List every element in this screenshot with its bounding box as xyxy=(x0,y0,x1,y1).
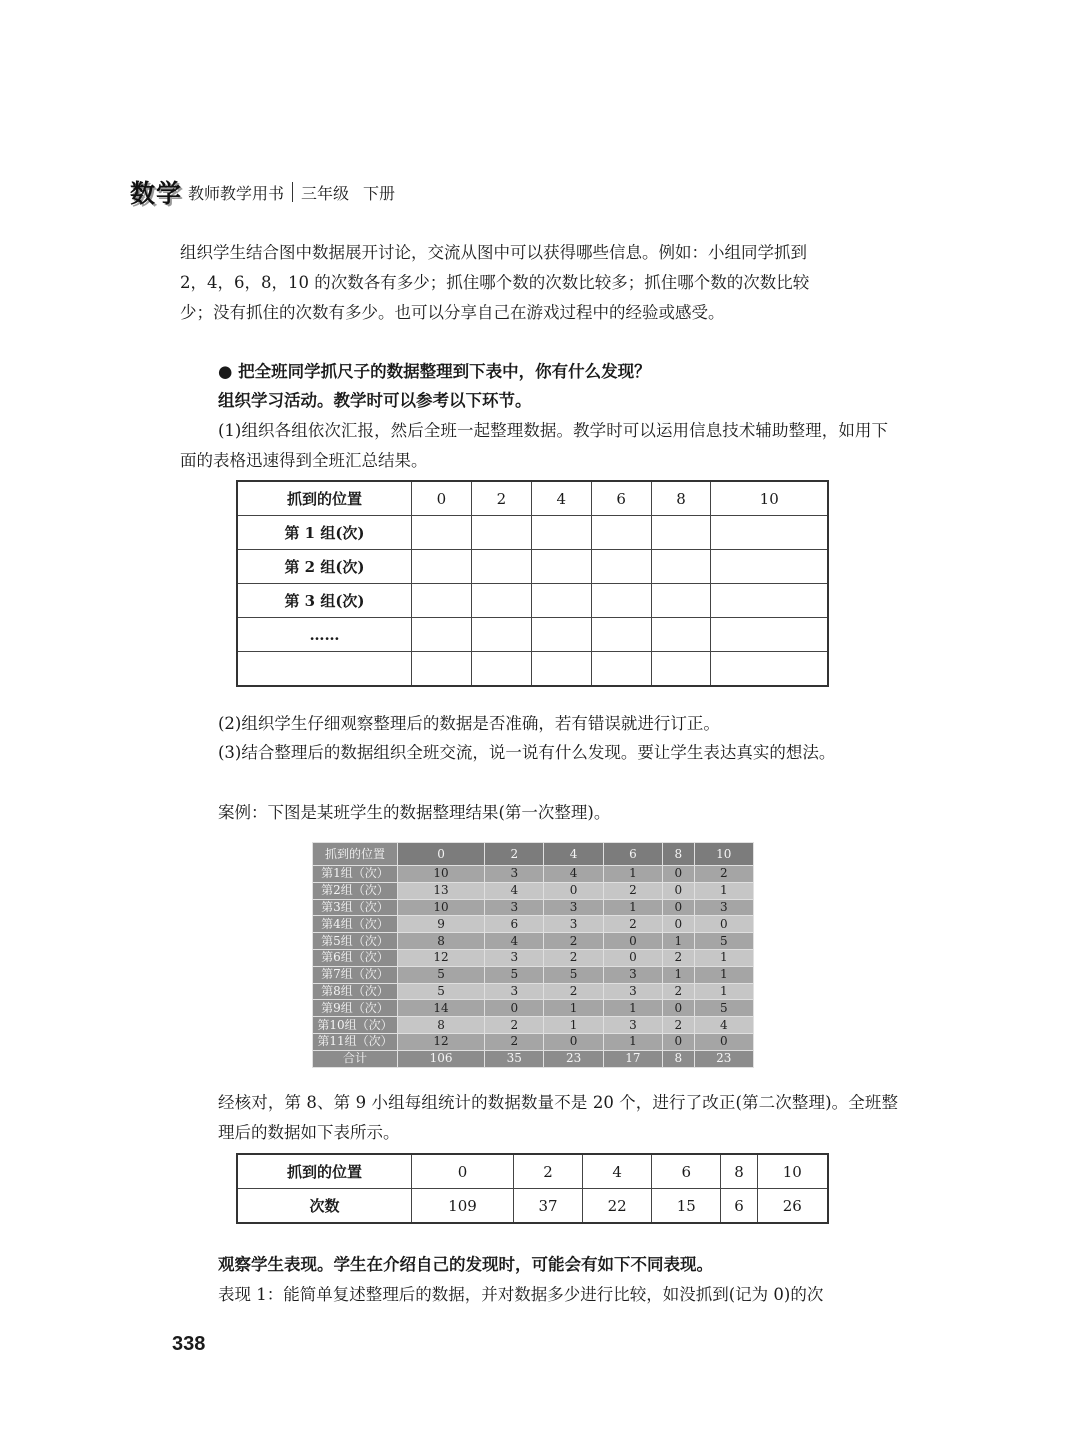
row-label: 第11组（次） xyxy=(313,1033,398,1050)
total-cell: 35 xyxy=(485,1050,544,1067)
table-cell: 1 xyxy=(603,1000,662,1017)
table-cell: 8 xyxy=(398,933,485,950)
column-header: 4 xyxy=(544,843,603,866)
table-cell: 5 xyxy=(485,966,544,983)
table-cell: 2 xyxy=(663,983,694,1000)
table-cell: 0 xyxy=(663,1000,694,1017)
table-cell: 1 xyxy=(694,983,753,1000)
table-cell: 0 xyxy=(544,1033,603,1050)
observe-heading: 观察学生表现。学生在介绍自己的发现时，可能会有如下不同表现。 xyxy=(218,1255,713,1274)
total-cell: 106 xyxy=(398,1050,485,1067)
row-label: 第4组（次） xyxy=(313,916,398,933)
table-cell: 1 xyxy=(603,866,662,883)
table-cell: 5 xyxy=(398,966,485,983)
total-cell: 23 xyxy=(694,1050,753,1067)
table-row xyxy=(313,882,754,899)
book-brand: 数学 xyxy=(130,179,183,208)
table-cell: 37 xyxy=(513,1189,582,1224)
table-cell: 22 xyxy=(583,1189,652,1224)
table-cell: 0 xyxy=(544,882,603,899)
row-label: 第1组（次） xyxy=(313,866,398,883)
table-header-row xyxy=(313,843,754,866)
table-header-row xyxy=(237,1154,828,1189)
table-cell: 1 xyxy=(603,1033,662,1050)
column-header: 8 xyxy=(663,843,694,866)
table-cell: 5 xyxy=(544,966,603,983)
table-row xyxy=(313,1000,754,1017)
table-cell: 2 xyxy=(603,916,662,933)
column-header: 0 xyxy=(412,481,472,516)
table-cell: 2 xyxy=(663,1017,694,1034)
table-cell: 2 xyxy=(544,949,603,966)
book-subtitle: 教师教学用书 xyxy=(188,183,285,203)
page-number: 338 xyxy=(172,1333,206,1355)
table-cell: 3 xyxy=(603,1017,662,1034)
table-row xyxy=(313,983,754,1000)
row-label: 第6组（次） xyxy=(313,949,398,966)
row-label: 第2组（次） xyxy=(313,882,398,899)
row-label: 第 3 组(次) xyxy=(237,584,412,618)
table-cell: 1 xyxy=(694,966,753,983)
column-header: 6 xyxy=(603,843,662,866)
table-cell: 15 xyxy=(652,1189,721,1224)
table-cell: 3 xyxy=(485,899,544,916)
table-row xyxy=(237,618,828,652)
column-header: 2 xyxy=(471,481,531,516)
row-label: 第8组（次） xyxy=(313,983,398,1000)
correction-note: 经核对，第 8、第 9 小组每组统计的数据数量不是 20 个，进行了改正(第二次整理)。全班整理后的数据如下表所示。 xyxy=(218,1093,898,1142)
table-row xyxy=(237,584,828,618)
table-cell: 3 xyxy=(694,899,753,916)
row-label xyxy=(237,652,412,687)
row-label: 第10组（次） xyxy=(313,1017,398,1034)
table-cell: 12 xyxy=(398,949,485,966)
table-cell: 0 xyxy=(663,866,694,883)
table-cell: 8 xyxy=(398,1017,485,1034)
column-header: 0 xyxy=(398,843,485,866)
column-header: 2 xyxy=(513,1154,582,1189)
column-header: 6 xyxy=(591,481,651,516)
column-header: 2 xyxy=(485,843,544,866)
table-row xyxy=(313,1017,754,1034)
table-cell: 3 xyxy=(603,966,662,983)
table-cell: 9 xyxy=(398,916,485,933)
row-label: …… xyxy=(237,618,412,652)
table-cell: 3 xyxy=(603,983,662,1000)
column-header: 4 xyxy=(583,1154,652,1189)
paragraph-discussion-line3: 少；没有抓住的次数有多少。也可以分享自己在游戏过程中的经验或感受。 xyxy=(180,303,725,322)
table-cell: 6 xyxy=(721,1189,757,1224)
row-label: 第7组（次） xyxy=(313,966,398,983)
table-total-row xyxy=(313,1050,754,1067)
table-row xyxy=(313,933,754,950)
class-data-table-first xyxy=(312,842,754,1068)
case-intro: 案例：下图是某班学生的数据整理结果(第一次整理)。 xyxy=(218,803,611,822)
row-label: 第5组（次） xyxy=(313,933,398,950)
table-row xyxy=(313,966,754,983)
table-row xyxy=(313,949,754,966)
table-cell: 0 xyxy=(663,916,694,933)
table-header-row xyxy=(237,481,828,516)
table-cell: 5 xyxy=(694,1000,753,1017)
table-cell: 3 xyxy=(485,866,544,883)
table-cell: 1 xyxy=(694,882,753,899)
total-cell: 8 xyxy=(663,1050,694,1067)
table-cell: 0 xyxy=(603,949,662,966)
table-cell: 1 xyxy=(663,933,694,950)
table-cell: 0 xyxy=(663,1033,694,1050)
table-cell: 2 xyxy=(485,1033,544,1050)
table-cell: 26 xyxy=(757,1189,828,1224)
column-header: 10 xyxy=(711,481,828,516)
column-header: 10 xyxy=(694,843,753,866)
table-cell: 2 xyxy=(485,1017,544,1034)
column-header: 6 xyxy=(652,1154,721,1189)
class-summary-table xyxy=(236,1153,829,1224)
table-cell: 1 xyxy=(694,949,753,966)
total-cell: 23 xyxy=(544,1050,603,1067)
paragraph-discussion-line2: 2，4，6，8，10 的次数各有多少；抓住哪个数的次数比较多；抓住哪个数的次数比较 xyxy=(180,273,810,292)
table-header-label: 抓到的位置 xyxy=(237,1154,412,1189)
performance-1: 表现 1：能简单复述整理后的数据，并对数据多少进行比较，如没抓到(记为 0)的次 xyxy=(218,1285,824,1304)
table-row xyxy=(313,1033,754,1050)
column-header: 0 xyxy=(412,1154,514,1189)
column-header: 8 xyxy=(651,481,711,516)
row-label: 次数 xyxy=(237,1189,412,1224)
table-cell: 4 xyxy=(544,866,603,883)
column-header: 10 xyxy=(757,1154,828,1189)
table-cell: 0 xyxy=(663,882,694,899)
activity-heading: 组织学习活动。教学时可以参考以下环节。 xyxy=(218,391,532,410)
step-1: (1)组织各组依次汇报，然后全班一起整理数据。教学时可以运用信息技术辅助整理，如用下面的表格迅速得到全班汇总结果。 xyxy=(180,421,888,470)
table-row xyxy=(237,550,828,584)
table-cell: 14 xyxy=(398,1000,485,1017)
table-header-label: 抓到的位置 xyxy=(237,481,412,516)
table-cell: 6 xyxy=(485,916,544,933)
table-cell: 1 xyxy=(663,966,694,983)
table-row xyxy=(237,516,828,550)
table-cell: 2 xyxy=(663,949,694,966)
table-cell: 2 xyxy=(544,983,603,1000)
table-cell: 5 xyxy=(398,983,485,1000)
total-label: 合计 xyxy=(313,1050,398,1067)
table-cell: 0 xyxy=(603,933,662,950)
total-cell: 17 xyxy=(603,1050,662,1067)
table-cell: 0 xyxy=(694,916,753,933)
column-header: 8 xyxy=(721,1154,757,1189)
table-cell: 3 xyxy=(485,949,544,966)
table-cell: 10 xyxy=(398,866,485,883)
book-grade: 三年级 xyxy=(301,183,350,203)
row-label: 第9组（次） xyxy=(313,1000,398,1017)
table-cell: 1 xyxy=(544,1000,603,1017)
row-label: 第3组（次） xyxy=(313,899,398,916)
row-label: 第 1 组(次) xyxy=(237,516,412,550)
book-header xyxy=(130,176,395,208)
table-cell: 3 xyxy=(485,983,544,1000)
table-cell: 1 xyxy=(603,899,662,916)
table-row xyxy=(313,899,754,916)
step-2: (2)组织学生仔细观察整理后的数据是否准确，若有错误就进行订正。 xyxy=(218,714,720,733)
step-3: (3)结合整理后的数据组织全班交流，说一说有什么发现。要让学生表达真实的想法。 xyxy=(218,743,836,762)
table-cell: 0 xyxy=(485,1000,544,1017)
table-cell: 4 xyxy=(485,882,544,899)
table-cell: 109 xyxy=(412,1189,514,1224)
table-row xyxy=(313,866,754,883)
table-cell: 1 xyxy=(544,1017,603,1034)
column-header: 4 xyxy=(531,481,591,516)
table-cell: 0 xyxy=(663,899,694,916)
book-volume: 下册 xyxy=(363,183,396,203)
table-cell: 0 xyxy=(694,1033,753,1050)
table-row xyxy=(237,1189,828,1224)
table-row xyxy=(313,916,754,933)
table-cell: 4 xyxy=(485,933,544,950)
table-cell: 13 xyxy=(398,882,485,899)
table-header-label: 抓到的位置 xyxy=(313,843,398,866)
table-cell: 2 xyxy=(603,882,662,899)
table-cell: 3 xyxy=(544,899,603,916)
blank-tally-table xyxy=(236,480,829,687)
table-row xyxy=(237,652,828,687)
row-label: 第 2 组(次) xyxy=(237,550,412,584)
table-cell: 3 xyxy=(544,916,603,933)
table-cell: 2 xyxy=(544,933,603,950)
table-cell: 10 xyxy=(398,899,485,916)
table-cell: 5 xyxy=(694,933,753,950)
table-cell: 12 xyxy=(398,1033,485,1050)
header-divider xyxy=(292,182,293,202)
table-cell: 4 xyxy=(694,1017,753,1034)
table-cell: 2 xyxy=(694,866,753,883)
paragraph-discussion-line1: 组织学生结合图中数据展开讨论，交流从图中可以获得哪些信息。例如：小组同学抓到 xyxy=(180,243,807,262)
bullet-question: ● 把全班同学抓尺子的数据整理到下表中，你有什么发现？ xyxy=(218,362,651,381)
